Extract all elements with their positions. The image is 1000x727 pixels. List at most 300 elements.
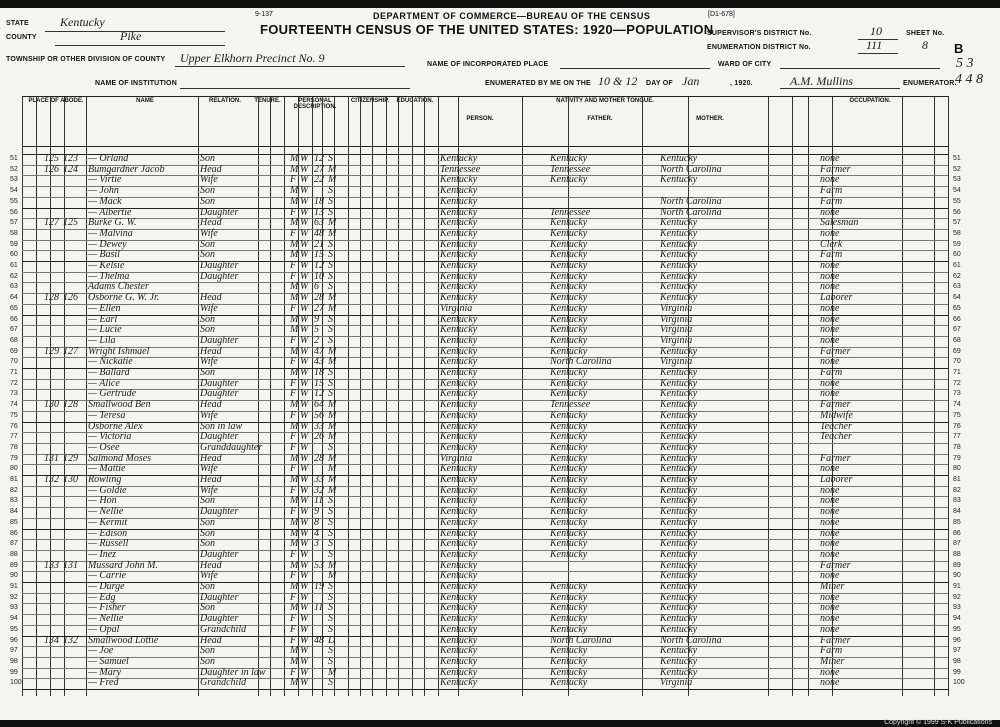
father-birthplace: Kentucky — [550, 217, 588, 229]
marital-status: M — [328, 292, 337, 304]
marital-status: S — [328, 645, 333, 657]
sex: F — [290, 623, 297, 635]
birthplace: Kentucky — [440, 281, 478, 293]
row-number: 53 — [10, 176, 18, 184]
father-birthplace: Kentucky — [550, 377, 588, 389]
birthplace: Kentucky — [440, 645, 478, 657]
row-rule — [22, 454, 948, 455]
sex: F — [290, 634, 297, 646]
sex: M — [290, 163, 299, 175]
occupation: Farm — [820, 195, 843, 207]
person-name: — Edg — [88, 591, 116, 603]
row-number-right: 88 — [953, 550, 961, 558]
marital-status: S — [328, 281, 333, 293]
county-value: Pike — [120, 29, 142, 43]
row-number: 86 — [10, 529, 18, 537]
dwelling-number: 126 — [44, 163, 59, 175]
person-name: Smallwood Ben — [88, 399, 151, 411]
birthplace: Kentucky — [440, 548, 478, 560]
birthplace: Kentucky — [440, 527, 478, 539]
row-rule — [22, 614, 948, 615]
birthplace: Kentucky — [440, 334, 478, 346]
row-rule — [22, 411, 948, 412]
row-number: 63 — [10, 283, 18, 291]
person-name: — Osee — [88, 441, 120, 453]
row-number: 95 — [10, 625, 18, 633]
marital-status: M — [328, 666, 337, 678]
age: 33 — [314, 474, 324, 485]
father-birthplace: Kentucky — [550, 452, 588, 464]
person-name: — Alice — [88, 377, 120, 389]
father-birthplace: Kentucky — [550, 313, 588, 325]
father-birthplace: Kentucky — [550, 474, 588, 485]
marital-status: M — [328, 431, 337, 443]
mother-birthplace: Kentucky — [660, 345, 698, 357]
relation: Wife — [200, 356, 218, 368]
birthplace: Kentucky — [440, 516, 478, 528]
father-birthplace: Kentucky — [550, 249, 588, 261]
occupation: none — [820, 356, 840, 368]
row-number: 79 — [10, 454, 18, 462]
sex: M — [290, 324, 299, 336]
marital-status: M — [328, 570, 337, 582]
marital-status: M — [328, 452, 337, 464]
occupation: none — [820, 260, 840, 271]
relation: Head — [200, 292, 222, 304]
race: W — [300, 399, 309, 411]
marital-status: S — [328, 270, 333, 282]
sex: M — [290, 367, 299, 378]
person-name: — Ballard — [88, 367, 130, 378]
age: 11 — [314, 495, 324, 507]
marital-status: M — [328, 302, 337, 314]
race: W — [300, 367, 309, 378]
mother-birthplace: Kentucky — [660, 655, 698, 667]
row-number: 72 — [10, 379, 18, 387]
relation: Daughter — [200, 548, 239, 560]
sex: F — [290, 260, 297, 271]
mother-birthplace: Kentucky — [660, 463, 698, 475]
mother-birthplace: Kentucky — [660, 570, 698, 582]
person-name: — Orland — [88, 153, 129, 164]
person-name: — John — [88, 185, 119, 197]
row-number-right: 87 — [953, 540, 961, 548]
relation: Grandchild — [200, 623, 247, 635]
relation: Son — [200, 602, 215, 614]
birthplace: Kentucky — [440, 484, 478, 496]
person-name: — Opal — [88, 623, 120, 635]
mother-birthplace: Kentucky — [660, 474, 698, 485]
birthplace: Kentucky — [440, 313, 478, 325]
row-number: 77 — [10, 433, 18, 441]
relation: Son — [200, 538, 215, 550]
relation: Wife — [200, 302, 218, 314]
row-number: 54 — [10, 187, 18, 195]
row-rule — [22, 636, 948, 637]
age: 27 — [314, 302, 324, 314]
person-name: Osborne Alex — [88, 420, 143, 432]
father-birthplace: Kentucky — [550, 655, 588, 667]
row-number-right: 62 — [953, 272, 961, 280]
person-name: — Durge — [88, 581, 125, 592]
sex: M — [290, 249, 299, 261]
row-rule — [22, 678, 948, 679]
relation: Daughter — [200, 613, 239, 625]
occupation: none — [820, 281, 840, 293]
age: 10 — [314, 270, 324, 282]
row-number-right: 100 — [953, 679, 965, 687]
sex: M — [290, 185, 299, 197]
row-number-right: 90 — [953, 572, 961, 580]
row-number-right: 55 — [953, 197, 961, 205]
row-number: 69 — [10, 347, 18, 355]
marital-status: S — [328, 260, 333, 271]
person-name: Wright Ishmael — [88, 345, 150, 357]
mother-birthplace: Kentucky — [660, 623, 698, 635]
row-number-right: 59 — [953, 240, 961, 248]
relation: Son — [200, 324, 215, 336]
race: W — [300, 377, 309, 389]
row-number-right: 73 — [953, 390, 961, 398]
person-name: — Earl — [88, 313, 118, 325]
mother-birthplace: Kentucky — [660, 452, 698, 464]
occupation: Miner — [820, 655, 845, 667]
mother-birthplace: Kentucky — [660, 217, 698, 229]
mother-birthplace: Kentucky — [660, 613, 698, 625]
person-name: — Edison — [88, 527, 128, 539]
row-number-right: 56 — [953, 208, 961, 216]
birthplace: Kentucky — [440, 249, 478, 261]
occupation: none — [820, 516, 840, 528]
age: 15 — [314, 377, 324, 389]
row-number-right: 57 — [953, 219, 961, 227]
race: W — [300, 324, 309, 336]
age: 63 — [314, 217, 324, 229]
sex: F — [290, 613, 297, 625]
family-number: 123 — [63, 153, 78, 164]
row-number-right: 53 — [953, 176, 961, 184]
person-name: — Kelsie — [88, 260, 125, 271]
birthplace: Kentucky — [440, 174, 478, 186]
relation: Daughter — [200, 388, 239, 400]
father-birthplace: Kentucky — [550, 324, 588, 336]
father-birthplace: Kentucky — [550, 581, 588, 592]
age: 64 — [314, 399, 324, 411]
group-name: NAME — [136, 98, 154, 104]
ward-label: WARD OF CITY — [718, 61, 772, 68]
age: 4 — [314, 527, 319, 539]
row-rule — [22, 496, 948, 497]
department-title: DEPARTMENT OF COMMERCE—BUREAU OF THE CENSUS — [373, 11, 651, 21]
race: W — [300, 334, 309, 346]
mother-birthplace: Kentucky — [660, 153, 698, 164]
sex: M — [290, 527, 299, 539]
race: W — [300, 495, 309, 507]
sex: F — [290, 666, 297, 678]
relation: Son — [200, 367, 215, 378]
marital-status: S — [328, 602, 333, 614]
age: 12 — [314, 153, 324, 164]
marital-status: S — [328, 506, 333, 518]
person-name: Salmond Moses — [88, 452, 152, 464]
year-text: , 1920. — [730, 80, 753, 87]
father-birthplace: Kentucky — [550, 174, 588, 186]
sex: M — [290, 645, 299, 657]
supervisor-value: 10 — [870, 24, 882, 38]
race: W — [300, 431, 309, 443]
row-rule — [22, 240, 948, 241]
father-birthplace: Kentucky — [550, 538, 588, 550]
relation: Head — [200, 345, 222, 357]
sex: M — [290, 195, 299, 207]
row-number: 75 — [10, 411, 18, 419]
relation: Head — [200, 163, 222, 175]
father-birthplace: Kentucky — [550, 666, 588, 678]
relation: Head — [200, 634, 222, 646]
person-name: Burke G. W. — [88, 217, 137, 229]
dwelling-number: 131 — [44, 452, 59, 464]
person-name: — Kermit — [88, 516, 128, 528]
row-number-right: 64 — [953, 294, 961, 302]
enumerator-label: ENUMERATOR. — [903, 80, 957, 87]
birthplace: Kentucky — [440, 388, 478, 400]
mother-birthplace: Kentucky — [660, 602, 698, 614]
mother-birthplace: Kentucky — [660, 367, 698, 378]
age: 26 — [314, 431, 324, 443]
marital-status: M — [328, 174, 337, 186]
row-number: 98 — [10, 657, 18, 665]
marital-status: M — [328, 484, 337, 496]
sex: M — [290, 581, 299, 592]
occupation: none — [820, 377, 840, 389]
row-number: 73 — [10, 390, 18, 398]
sheet-label: SHEET No. — [906, 30, 945, 37]
row-number-right: 72 — [953, 379, 961, 387]
occupation: none — [820, 313, 840, 325]
mother-birthplace: Kentucky — [660, 260, 698, 271]
person-name: — Nellie — [88, 613, 124, 625]
occupation: Laborer — [820, 292, 853, 304]
occupation: Farmer — [820, 345, 851, 357]
race: W — [300, 185, 309, 197]
father-birthplace: Kentucky — [550, 345, 588, 357]
dwelling-number: 129 — [44, 345, 59, 357]
mother-birthplace: Kentucky — [660, 666, 698, 678]
person-name: — Mack — [88, 195, 122, 207]
race: W — [300, 452, 309, 464]
row-number: 97 — [10, 647, 18, 655]
father-birthplace: Kentucky — [550, 260, 588, 271]
father-birthplace: Kentucky — [550, 548, 588, 560]
occupation: Farm — [820, 185, 843, 197]
mother-birthplace: Kentucky — [660, 281, 698, 293]
row-number-right: 81 — [953, 476, 961, 483]
marital-status: S — [328, 367, 333, 378]
mother-birthplace: Kentucky — [660, 495, 698, 507]
row-rule — [22, 603, 948, 604]
race: W — [300, 591, 309, 603]
occupation: none — [820, 324, 840, 336]
row-number-right: 94 — [953, 615, 961, 623]
family-number: 125 — [63, 217, 78, 229]
copyright-notice: Copyright © 1999 S-K Publications — [884, 719, 992, 726]
race: W — [300, 227, 309, 239]
relation: Wife — [200, 570, 218, 582]
person-name: Smallwood Lottie — [88, 634, 159, 646]
father-birthplace: Kentucky — [550, 623, 588, 635]
occupation: Farm — [820, 645, 843, 657]
birthplace: Kentucky — [440, 441, 478, 453]
birthplace: Kentucky — [440, 613, 478, 625]
marital-status: S — [328, 388, 333, 400]
row-number: 83 — [10, 497, 18, 505]
race: W — [300, 441, 309, 453]
race: W — [300, 302, 309, 314]
row-rule — [22, 550, 948, 551]
row-number-right: 96 — [953, 636, 961, 644]
race: W — [300, 655, 309, 667]
row-number-right: 98 — [953, 657, 961, 665]
person-name: — Dewey — [88, 238, 127, 250]
person-name: Rowling — [88, 474, 122, 485]
relation: Head — [200, 217, 222, 229]
sheet-letter: B — [954, 41, 964, 56]
birthplace: Kentucky — [440, 292, 478, 304]
birthplace: Kentucky — [440, 356, 478, 368]
stamp-number: 4 4 8 — [955, 72, 983, 87]
birthplace: Kentucky — [440, 431, 478, 443]
father-birthplace: North Carolina — [550, 634, 612, 646]
day-of-label: DAY OF — [646, 80, 673, 87]
mother-birthplace: Kentucky — [660, 484, 698, 496]
group-education: EDUCATION. — [396, 98, 434, 104]
sex: F — [290, 570, 297, 582]
race: W — [300, 645, 309, 657]
row-rule — [22, 689, 948, 690]
father-birthplace: Kentucky — [550, 484, 588, 496]
race: W — [300, 217, 309, 229]
sex: F — [290, 356, 297, 368]
mother-birthplace: Kentucky — [660, 399, 698, 411]
birthplace: Virginia — [440, 452, 473, 464]
marital-status: S — [328, 313, 333, 325]
age: 6 — [314, 281, 319, 293]
person-name: — Malvina — [88, 227, 133, 239]
father-birthplace: Kentucky — [550, 281, 588, 293]
age: 9 — [314, 506, 319, 518]
header-rule — [22, 96, 948, 97]
birthplace: Kentucky — [440, 206, 478, 218]
relation: Daughter — [200, 260, 239, 271]
birthplace: Kentucky — [440, 399, 478, 411]
relation: Daughter — [200, 431, 239, 443]
sex: F — [290, 484, 297, 496]
row-rule — [22, 368, 948, 369]
race: W — [300, 484, 309, 496]
age: 48 — [314, 227, 324, 239]
row-number-right: 79 — [953, 454, 961, 462]
mother-birthplace: Kentucky — [660, 292, 698, 304]
sex: M — [290, 153, 299, 164]
occupation: Farmer — [820, 634, 851, 646]
race: W — [300, 153, 309, 164]
sex: M — [290, 313, 299, 325]
marital-status: M — [328, 463, 337, 475]
sex: F — [290, 377, 297, 389]
marital-status: S — [328, 655, 333, 667]
birthplace: Kentucky — [440, 634, 478, 646]
relation: Head — [200, 559, 222, 571]
family-number: 124 — [63, 163, 78, 175]
row-number: 71 — [10, 369, 18, 376]
row-rule — [22, 336, 948, 337]
birthplace: Kentucky — [440, 655, 478, 667]
occupation: Farmer — [820, 559, 851, 571]
state-label: STATE — [6, 20, 29, 27]
person-name: — Nellie — [88, 506, 124, 518]
race: W — [300, 516, 309, 528]
father-birthplace: Kentucky — [550, 292, 588, 304]
relation: Son — [200, 249, 215, 261]
mother-birthplace: North Carolina — [660, 634, 722, 646]
sex: F — [290, 441, 297, 453]
row-number: 55 — [10, 197, 18, 205]
occupation: Salesman — [820, 217, 859, 229]
row-number-right: 76 — [953, 422, 961, 430]
father-birthplace: Kentucky — [550, 227, 588, 239]
age: 2 — [314, 334, 319, 346]
father-birthplace: North Carolina — [550, 356, 612, 368]
father-birthplace: Kentucky — [550, 602, 588, 614]
occupation: none — [820, 677, 840, 689]
birthplace: Kentucky — [440, 559, 478, 571]
occupation: none — [820, 602, 840, 614]
marital-status: M — [328, 217, 337, 229]
age: 18 — [314, 367, 324, 378]
marital-status: S — [328, 195, 333, 207]
row-rule — [22, 293, 948, 294]
age: 13 — [314, 206, 324, 218]
relation: Son — [200, 313, 215, 325]
row-rule — [22, 379, 948, 380]
sex: M — [290, 538, 299, 550]
age: 28 — [314, 452, 324, 464]
marital-status: S — [328, 153, 333, 164]
marital-status: S — [328, 538, 333, 550]
birthplace: Kentucky — [440, 195, 478, 207]
occupation: Clerk — [820, 238, 843, 250]
row-number: 57 — [10, 219, 18, 227]
row-number: 74 — [10, 401, 18, 409]
race: W — [300, 420, 309, 432]
birthplace: Kentucky — [440, 495, 478, 507]
row-rule — [22, 315, 948, 316]
father-birthplace: Kentucky — [550, 506, 588, 518]
father-birthplace: Kentucky — [550, 613, 588, 625]
birthplace: Virginia — [440, 302, 473, 314]
row-rule — [22, 593, 948, 594]
sex: F — [290, 227, 297, 239]
relation: Head — [200, 474, 222, 485]
father-birthplace: Tennessee — [550, 163, 591, 175]
row-number: 78 — [10, 443, 18, 451]
row-number-right: 74 — [953, 401, 961, 409]
row-number-right: 51 — [953, 155, 961, 162]
group-place-of-abode: PLACE OF ABODE. — [28, 98, 84, 104]
sex: M — [290, 559, 299, 571]
mother-birthplace: Kentucky — [660, 645, 698, 657]
row-number: 91 — [10, 583, 18, 590]
